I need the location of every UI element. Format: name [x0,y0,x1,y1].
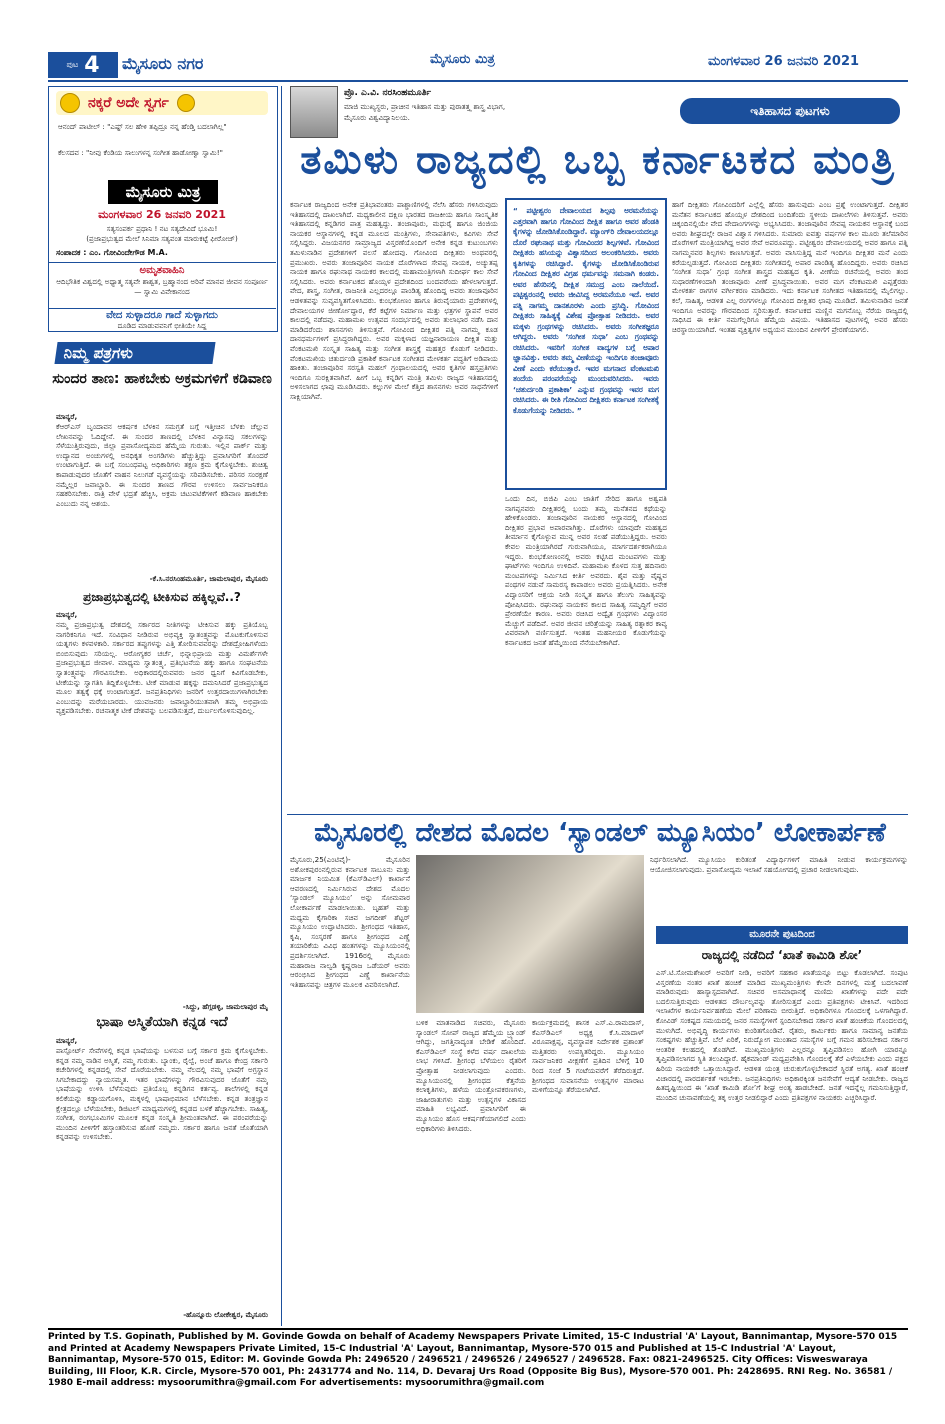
history-col-1: ಕರ್ನಾಟಕ ರಾಜ್ಯದಿಂದ ಅನೇಕ ಪ್ರತಿಭಾವಂತರು ಪಾಶ್ಚಾಣಿಗಳಲ್ಲಿ ನೆಲೆಸಿ ಹೆಸರು ಗಳಿಸಿರುವುದು ಇತಿಹಾಸದಲ್ಲಿ ದಾಖಲಾಗಿದೆ. ಮಧ್ಯಕಾಲೀನ ದಕ್ಷಿಣ ಭಾರತದ ರಾಜಕೀಯ ಹಾಗೂ ಸಾಂಸ್ಕೃತಿಕ ಇತಿಹಾಸದಲ್ಲಿ ಕನ್ನಡಿಗರ ಪಾತ್ರ ಮಹತ್ವದ್ದು. ತಂಜಾವೂರು, ಮಧುರೈ ಹಾಗೂ ಜಿಂಜಿಯ ನಾಯಕರ ಆಸ್ಥಾನಗಳಲ್ಲಿ ಕನ್ನಡ ಮೂಲದ ಮಂತ್ರಿಗಳು, ಸೇನಾಪತಿಗಳು, ಕವಿಗಳು ಸೇವೆ ಸಲ್ಲಿಸಿದ್ದರು. ವಿಜಯನಗರ ಸಾಮ್ರಾಜ್ಯದ ವಿಸ್ತರಣೆಯೊಂದಿಗೆ ಅನೇಕ ಕನ್ನಡ ಕುಟುಂಬಗಳು ತಮಿಳುನಾಡಿನ ಪ್ರದೇಶಗಳಿಗೆ ವಲಸೆ ಹೋದವು. ಗೋವಿಂದ ದೀಕ್ಷಿತರು ಅಂಥವರಲ್ಲಿ ಪ್ರಮುಖರು. ಅವರು ತಂಜಾವೂರಿನ ನಾಯಕ ದೊರೆಗಳಾದ ಸೇವಪ್ಪ ನಾಯಕ, ಅಚ್ಯುತಪ್ಪ ನಾಯಕ ಹಾಗೂ ರಘುನಾಥ ನಾಯಕರ ಕಾಲದಲ್ಲಿ ಮಹಾಮಂತ್ರಿಗಳಾಗಿ ಸುದೀರ್ಘ ಕಾಲ ಸೇವೆ ಸಲ್ಲಿಸಿದರು. ಅವರು ಕರ್ನಾಟಕದ ಹೊಯ್ಸಳ ಪ್ರದೇಶದಿಂದ ಬಂದವರೆಂದು ಹೇಳಲಾಗುತ್ತದೆ. ವೇದ, ಶಾಸ್ತ್ರ, ಸಂಗೀತ, ರಾಜನೀತಿ ಎಲ್ಲದರಲ್ಲೂ ಪಾಂಡಿತ್ಯ ಹೊಂದಿದ್ದ ಅವರು ತಂಜಾವೂರಿನ ಆಡಳಿತವನ್ನು ಸುವ್ಯವಸ್ಥಿತಗೊಳಿಸಿದರು. ಕುಂಭಕೋಣಂ ಹಾಗೂ ತಿರುವೈಯಾರು ಪ್ರದೇಶಗಳಲ್ಲಿ ದೇವಾಲಯಗಳ ಜೀರ್ಣೋದ್ಧಾರ, ಕೆರೆ ಕಟ್ಟೆಗಳ ನಿರ್ಮಾಣ ಮತ್ತು ಛತ್ರಗಳ ಸ್ಥಾಪನೆ ಅವರ ಕಾಲದಲ್ಲಿ ನಡೆದವು. ಮಹಾಮಖ ಉತ್ಸವದ ಸಂದರ್ಭದಲ್ಲಿ ಅವರು ತುಲಾಭಾರ ನಡೆಸಿ ದಾನ ಮಾಡಿದರೆಂದು ಶಾಸನಗಳು ತಿಳಿಸುತ್ತವೆ. ಗೋವಿಂದ ದೀಕ್ಷಿತರ ಪತ್ನಿ ನಾಗಮ್ಮ ಕೂಡ ದಾನಧರ್ಮಗಳಿಗೆ ಪ್ರಸಿದ್ಧರಾಗಿದ್ದರು. ಅವರ ಮಕ್ಕಳಾದ ಯಜ್ಞನಾರಾಯಣ ದೀಕ್ಷಿತ ಮತ್ತು ವೆಂಕಟಮಖಿ ಸಂಸ್ಕೃತ ಸಾಹಿತ್ಯ ಮತ್ತು ಸಂಗೀತ ಶಾಸ್ತ್ರಕ್ಕೆ ಮಹತ್ತರ ಕೊಡುಗೆ ನೀಡಿದರು. ವೆಂಕಟಮಖಿಯ ಚತುರ್ದಂಡಿ ಪ್ರಕಾಶಿಕೆ ಕರ್ನಾಟಕ ಸಂಗೀತದ ಮೇಳಕರ್ತ ಪದ್ಧತಿಗೆ ಅಡಿಪಾಯ ಹಾಕಿತು. ತಂಜಾವೂರಿನ ಸರಸ್ವತಿ ಮಹಲ್ ಗ್ರಂಥಾಲಯದಲ್ಲಿ ಅವರ ಕೃತಿಗಳ ಹಸ್ತಪ್ರತಿಗಳು ಇಂದಿಗೂ ಸುರಕ್ಷಿತವಾಗಿವೆ. ಹೀಗೆ ಒಬ್ಬ ಕನ್ನಡಿಗ ಮಂತ್ರಿ ತಮಿಳು ರಾಜ್ಯದ ಇತಿಹಾಸದಲ್ಲಿ ಅಳಿಸಲಾಗದ ಛಾಪು ಮೂಡಿಸಿದರು. ಕಲ್ಲುಗಳ ಮೇಲೆ ಕೆತ್ತಿದ ಶಾಸನಗಳು ಅವರ ಸಾಧನೆಗಳಿಗೆ ಸಾಕ್ಷಿಯಾಗಿವೆ. [290,200,498,401]
letter-1-sign: -ಕೆ.ಸಿ.ನರಸಿಂಹಮೂರ್ತಿ, ಜಾಮಲಾಪುರ, ಮೈಸೂರು [149,574,268,583]
dancing-figure-icon [177,94,195,112]
letter-3-sign: -ಹೊನ್ನೂರು ಲೋಕೇಶ್ವರ, ಮೈಸೂರು [183,1310,268,1319]
letter-2-body: ನಮ್ಮ ಪ್ರಜಾಪ್ರಭುತ್ವ ದೇಶದಲ್ಲಿ ಸರ್ಕಾರದ ನೀತಿಗಳನ್ನು ಟೀಕಿಸುವ ಹಕ್ಕು ಪ್ರತಿಯೊಬ್ಬ ನಾಗರಿಕನಿಗೂ ಇದೆ. ಸಂವಿಧಾನ ನೀಡಿರುವ ಅಭಿವ್ಯಕ್ತಿ ಸ್ವಾತಂತ್ರ್ಯವನ್ನು ಮೊಟಕುಗೊಳಿಸುವ ಯತ್ನಗಳು ಕಳವಳಕಾರಿ. ಸರ್ಕಾರದ ತಪ್ಪುಗಳನ್ನು ಎತ್ತಿ ತೋರಿಸುವವರನ್ನು ದೇಶದ್ರೋಹಿಗಳೆಂದು ಬಿಂಬಿಸುವುದು ಸರಿಯಲ್ಲ. ಆರೋಗ್ಯಕರ ಚರ್ಚೆ, ಭಿನ್ನಾಭಿಪ್ರಾಯ ಮತ್ತು ವಿಮರ್ಶೆಗಳೇ ಪ್ರಜಾಪ್ರಭುತ್ವದ ಜೀವಾಳ. ಮಾಧ್ಯಮ ಸ್ವಾತಂತ್ರ್ಯ, ಪ್ರತಿಭಟನೆಯ ಹಕ್ಕು ಹಾಗೂ ಸಂಘಟನೆಯ ಸ್ವಾತಂತ್ರ್ಯವನ್ನು ಗೌರವಿಸಬೇಕು. ಅಧಿಕಾರದಲ್ಲಿರುವವರು ಜನರ ಧ್ವನಿಗೆ ಕಿವಿಗೊಡಬೇಕು, ಟೀಕೆಯನ್ನು ಸ್ವಾಗತಿಸಿ ತಿದ್ದಿಕೊಳ್ಳಬೇಕು. ಟೀಕೆ ಮಾಡುವ ಹಕ್ಕನ್ನು ದಮನಿಸಿದರೆ ಪ್ರಜಾಪ್ರಭುತ್ವದ ಮೂಲ ತತ್ವಕ್ಕೆ ಧಕ್ಕೆ ಉಂಟಾಗುತ್ತದೆ. ಜನಪ್ರತಿನಿಧಿಗಳು ಜನರಿಗೆ ಉತ್ತರದಾಯಿಗಳಾಗಿರಬೇಕು ಎಂಬುದನ್ನು ಮರೆಯಬಾರದು. ಯುವಜನರು ಜವಾಬ್ದಾರಿಯುತವಾಗಿ ತಮ್ಮ ಅಭಿಪ್ರಾಯ ವ್ಯಕ್ತಪಡಿಸಬೇಕು. ರಚನಾತ್ಮಕ ಟೀಕೆ ದೇಶವನ್ನು ಬಲಪಡಿಸುತ್ತದೆ, ದುರ್ಬಲಗೊಳಿಸುವುದಿಲ್ಲ. [56,620,268,716]
veda-title: ವೇದ ಸುಳ್ಳಾದರೂ ಗಾದೆ ಸುಳ್ಳಾಗದು [106,310,218,321]
page-label: ಪುಟ [66,60,79,69]
letter-2-sign: -ಸಿದ್ದು, ಹೆಗ್ಗಡಳ್ಳಿ, ಜಾಮಲಾಪುರ ಮೈ [182,1002,268,1011]
imprint-footer: Printed by T.S. Gopinath, Published by M. Govinde Gowda on behalf of Academy Newspapers Private Limited, 15-C Industrial 'A' Layout, Bannimantap, Mysore-570 015 and Printed at Academy Newspapers Private Limited, 15-C Industrial 'A' Layout, Bannimantap, Mysore-570 015 and Published at 15-C Industrial 'A' Layout, Bannimantap, Mysore-570 015, Editor: M. Govinde Gowda Ph: 2496520 / 2496521 / 2496526 / 2496527 / 2496528. Fax: 0821-2496525. City Offices: Visweswaraya Building, III Floor, K.R. Circle, Mysore-570 001, Ph: 2431774 and No. 114, D. Devaraj Urs Road (Opposite Big Bus), Mysore-570 001. Ph: 2428695. RNI Reg. No. 36581 / 1980 E-mail address: mysoorumithra@gmail.com For advertisements: mysoorumithra@gmail.com [48,1332,898,1389]
letter-2-salute: ಮಾನ್ಯರೆ, [56,610,78,619]
letter-3-title: ಭಾಷಾ ಅಸ್ಮಿತೆಯಾಗಿ ಕನ್ನಡ ಇದೆ [96,1015,228,1030]
footer-rule [48,1328,908,1330]
laugh-line-2: ಕೆಲಸದವ : "ನೀವು ಕೆಂಡಿಯ ಸಾಲುಗಳನ್ನ ಸಂಗೀತ ಹಾಡೋಣ್ವಾ ಸ್ವಾಮಿ!" [58,148,223,157]
letter-2-title: ಪ್ರಜಾಪ್ರಭುತ್ವದಲ್ಲಿ ಟೀಕಿಸುವ ಹಕ್ಕಿಲ್ಲವೆ..? [83,590,241,604]
history-pullquote: “ ಪಟ್ಟೀಶ್ವರಂ ದೇವಾಲಯದ ಶಿಲ್ಪವು ಅರಮನೆಯನ್ನು ಎತ್ತರವಾಗಿ ಹಾಗೂ ಗೋವಿಂದ ದೀಕ್ಷಿತ ಹಾಗೂ ಅವರ ಹೆಂಡತಿ ಕೈಗಳನ್ನು ಜೋಡಿಸಿಕೊಂಡಿದ್ದಾರೆ. ಮ್ಯಾಂಗ್‌ರಿ ದೇವಾಲಯದಲ್ಲೂ ದೊರೆ ರಘುನಾಥ ಮತ್ತು ಗೋವಿಂದರ ಶಿಲ್ಪಗಳಿವೆ. ಗೋವಿಂದ ದೀಕ್ಷಿತರು ಹಸಿಯನ್ನು ವಿಶ್ವಾಸದಿಂದ ಅಲಂಕರಿಸಿದರು. ಅವರು ಕೃತಿಗಳನ್ನು ರಚಿಸಿದ್ದಾರೆ. ಕೈಗಳನ್ನು ಜೋಡಿಸಿಕೊಂಡಿರುವ ಗೋವಿಂದ ದೀಕ್ಷಿತರ ವಿಗ್ರಹ ಧರ್ಮವನ್ನು ಸಮನಾಗಿ ಕಂಡರು. ಅವರ ಹೆಸರಿನಲ್ಲಿ ದೀಕ್ಷಿತ ಸಮುದ್ರ ಎಂಬ ನಾಲೆಯಿದೆ. ಪಟ್ಟಿಶ್ವರಂನಲ್ಲಿ ಅವರು ಜೀವಿಸಿದ್ದ ಅರಮನೆಯೂ ಇದೆ. ಅವರ ಪತ್ನಿ ನಾಗಮ್ಮ ದಾನಶೂರಳು ಎಂದು ಪ್ರಸಿದ್ಧಿ. ಗೋವಿಂದ ದೀಕ್ಷಿತರು ಸಾಹಿತ್ಯಕ್ಕೆ ವಿಶೇಷ ಪ್ರೋತ್ಸಾಹ ನೀಡಿದರು. ಅವರ ಮಕ್ಕಳು ಗ್ರಂಥಗಳನ್ನು ರಚಿಸಿದರು. ಅವರು ಸಂಗೀತಜ್ಞರೂ ಆಗಿದ್ದರು. ಅವರು ‘ಸಂಗೀತ ಸುಧಾ’ ಎಂಬ ಗ್ರಂಥವನ್ನು ರಚಿಸಿದರು. ಇವರಿಗೆ ಸಂಗೀತ ವಾದ್ಯಗಳ ಬಗ್ಗೆ ಅಪಾರ ಜ್ಞಾನವಿತ್ತು. ಅವರು ತಮ್ಮ ವೀಣೆಯನ್ನು ಇಂದಿಗೂ ತಂಜಾವೂರು ವೀಣೆ ಎಂದು ಕರೆಯುತ್ತಾರೆ. ಇವರ ಮಗನಾದ ವೆಂಕಟಮಖಿ ತಂದೆಯ ಪರಂಪರೆಯನ್ನು ಮುಂದುವರಿಸಿದರು. ಇವರು ‘ಚತುರ್ದಂಡಿ ಪ್ರಕಾಶಿಕಾ’ ಎನ್ನುವ ಗ್ರಂಥವನ್ನು ಇವರ ಮಗ ರಚಿಸಿದರು. ಈ ರೀತಿ ಗೋವಿಂದ ದೀಕ್ಷಿತರು ಕರ್ನಾಟಕ ಸಂಗೀತಕ್ಕೆ ಕೊಡುಗೆಯನ್ನು ನೀಡಿದರು. ” [505,198,667,490]
column-divider [281,86,282,1326]
page-number: 4 [84,52,100,78]
left-rule-2 [48,308,276,309]
sandal-museum-photo [416,855,644,1013]
left-rule-1 [48,262,276,263]
veda-sub: ದೂಡಿದ ಮಾಡುವವನಿಗೆ ಭೀತಿಯೇ ಸಿದ್ದ [117,321,207,330]
amrut-text: ಆದಿಭೌತಿಕ ವಿಶ್ವದಲ್ಲಿ ಅಧ್ಯಾತ್ಮ ಸತ್ಯವೇ ಶಾಶ್ವತ, ಬ್ರಹ್ಮಾನಂದ ಅರಿವೆ ಮಾನವ ಜೀವನ ಸಂಪೂರ್ಣ — ಸ್ವಾಮಿ ವಿವೇಕಾನಂದ [56,277,268,296]
header-rule [48,80,908,82]
history-tag: ಇತಿಹಾಸದ ಪುಟಗಳು [680,98,900,124]
left-date: ಮಂಗಳವಾರ 26 ಜನವರಿ 2021 [98,208,226,221]
laugh-title: ನಕ್ಕರೆ ಅದೇ ಸ್ವರ್ಗ [88,95,169,111]
letters-banner: ನಿಮ್ಮ ಪತ್ರಗಳು [54,342,215,364]
letter-1-salute: ಮಾನ್ಯರೆ, [56,412,78,421]
sandal-col-4: ನಿರ್ಧರಿಸಲಾಗಿದೆ. ಮ್ಯೂಸಿಯಂ ಕುರಿತಂತೆ ವಿದ್ಯಾರ್ಥಿಗಳಿಗೆ ಮಾಹಿತಿ ನೀಡುವ ಕಾರ್ಯಕ್ರಮಗಳನ್ನು ಆಯೋಜಿಸಲಾಗುವುದು. ಪ್ರವಾಸೋದ್ಯಮ ಇಲಾಖೆ ಸಹಯೋಗದಲ್ಲಿ ಪ್ರಚಾರ ನೀಡಲಾಗುವುದು. [650,855,908,874]
letter-3-body: ಪಾಸ್ಪೋರ್ಟ್ ಸೇವೆಗಳಲ್ಲಿ ಕನ್ನಡ ಭಾಷೆಯನ್ನು ಬಳಸುವ ಬಗ್ಗೆ ಸರ್ಕಾರ ಕ್ರಮ ಕೈಗೊಳ್ಳಬೇಕು. ಕನ್ನಡ ನಮ್ಮ ನಾಡಿನ ಅಸ್ಮಿತೆ, ನಮ್ಮ ಗುರುತು. ಬ್ಯಾಂಕು, ರೈಲ್ವೆ, ಅಂಚೆ ಹಾಗೂ ಕೇಂದ್ರ ಸರ್ಕಾರಿ ಕಚೇರಿಗಳಲ್ಲಿ ಕನ್ನಡದಲ್ಲಿ ಸೇವೆ ದೊರೆಯಬೇಕು. ನಮ್ಮ ನೆಲದಲ್ಲಿ ನಮ್ಮ ಭಾಷೆಗೆ ಅಗ್ರಸ್ಥಾನ ಸಿಗಬೇಕಾದದ್ದು ನ್ಯಾಯಸಮ್ಮತ. ಇತರ ಭಾಷೆಗಳನ್ನು ಗೌರವಿಸುವುದರ ಜೊತೆಗೆ ನಮ್ಮ ಭಾಷೆಯನ್ನು ಉಳಿಸಿ ಬೆಳೆಸುವುದು ಪ್ರತಿಯೊಬ್ಬ ಕನ್ನಡಿಗನ ಕರ್ತವ್ಯ. ಶಾಲೆಗಳಲ್ಲಿ ಕನ್ನಡ ಕಲಿಕೆಯನ್ನು ಕಡ್ಡಾಯಗೊಳಿಸಿ, ಮಕ್ಕಳಲ್ಲಿ ಭಾಷಾಭಿಮಾನ ಬೆಳೆಸಬೇಕು. ಕನ್ನಡ ತಂತ್ರಜ್ಞಾನ ಕ್ಷೇತ್ರದಲ್ಲೂ ಬೆಳೆಯಬೇಕು, ಡಿಜಿಟಲ್ ಮಾಧ್ಯಮಗಳಲ್ಲಿ ಕನ್ನಡದ ಬಳಕೆ ಹೆಚ್ಚಾಗಬೇಕು. ಸಾಹಿತ್ಯ, ಸಂಗೀತ, ರಂಗಭೂಮಿಗಳ ಮೂಲಕ ಕನ್ನಡ ಸಂಸ್ಕೃತಿ ಶ್ರೀಮಂತವಾಗಿದೆ. ಈ ಪರಂಪರೆಯನ್ನು ಮುಂದಿನ ಪೀಳಿಗೆಗೆ ಹಸ್ತಾಂತರಿಸುವ ಹೊಣೆ ನಮ್ಮದು. ಸರ್ಕಾರ ಹಾಗೂ ಜನತೆ ಜೊತೆಯಾಗಿ ಕನ್ನಡವನ್ನು ಉಳಿಸಬೇಕು. [56,1046,268,1142]
sandal-col-1: ಮೈಸೂರು,25(ಎಂಟಿವೈ)- ಮೈಸೂರಿನ ಅಶೋಕಪುರಂನಲ್ಲಿರುವ ಕರ್ನಾಟಕ ಸಾಬೂನು ಮತ್ತು ಮಾರ್ಜಕ ನಿಯಮಿತ (ಕೆಎಸ್‌ಡಿಎಲ್) ಕಾರ್ಖಾನೆ ಆವರಣದಲ್ಲಿ ನಿರ್ಮಿಸಿರುವ ದೇಶದ ಮೊದಲ ‘ಸ್ಯಾಂಡಲ್ ಮ್ಯೂಸಿಯಂ’ ಅನ್ನು ಸೋಮವಾರ ಲೋಕಾರ್ಪಣೆ ಮಾಡಲಾಯಿತು. ಬೃಹತ್ ಮತ್ತು ಮಧ್ಯಮ ಕೈಗಾರಿಕಾ ಸಚಿವ ಜಗದೀಶ್ ಶೆಟ್ಟರ್ ಮ್ಯೂಸಿಯಂ ಉದ್ಘಾಟಿಸಿದರು. ಶ್ರೀಗಂಧದ ಇತಿಹಾಸ, ಕೃಷಿ, ಸಂಸ್ಕರಣೆ ಹಾಗೂ ಶ್ರೀಗಂಧದ ಎಣ್ಣೆ ತಯಾರಿಕೆಯ ವಿವಿಧ ಹಂತಗಳನ್ನು ಮ್ಯೂಸಿಯಂನಲ್ಲಿ ಪ್ರದರ್ಶಿಸಲಾಗಿದೆ. 1916ರಲ್ಲಿ ಮೈಸೂರು ಮಹಾರಾಜ ನಾಲ್ವಡಿ ಕೃಷ್ಣರಾಜ ಒಡೆಯರ್ ಅವರು ಆರಂಭಿಸಿದ ಶ್ರೀಗಂಧದ ಎಣ್ಣೆ ಕಾರ್ಖಾನೆಯ ಇತಿಹಾಸವನ್ನು ಚಿತ್ರಗಳ ಮೂಲಕ ವಿವರಿಸಲಾಗಿದೆ. [290,855,410,989]
letter-1-body: ಕೆಆರ್‌ಎಸ್ ಬೃಂದಾವನ ಆಕರ್ಷಕ ಬೆಳಕಿನ ಸಮಗ್ರತೆ ಬಗ್ಗೆ ಇತ್ತೀಚಿನ ಬೆಳಕು ಚೆಲ್ಲುವ ಲೇಖನವನ್ನು ಓದಿದ್ದೇನೆ. ಈ ಸುಂದರ ತಾಣದಲ್ಲಿ ಬೆಳಕಿನ ವಿನ್ಯಾಸವು ಸಕಲಗಳನ್ನು ಸೆಳೆಯುತ್ತಿರುವುದು, ಜಿಲ್ಲಾ ಪ್ರವಾಸೋದ್ಯಮದ ಹೆಮ್ಮೆಯ ಗುರುತು. ಇಲ್ಲಿನ ಪಾರ್ಕ್ ಮತ್ತು ಉದ್ಯಾನದ ಅಂಚುಗಳಲ್ಲಿ ಅನಧಿಕೃತ ಅಂಗಡಿಗಳು ಹೆಚ್ಚುತ್ತಿದ್ದು ಪ್ರವಾಸಿಗರಿಗೆ ತೊಂದರೆ ಉಂಟಾಗುತ್ತಿದೆ. ಈ ಬಗ್ಗೆ ಸಂಬಂಧಪಟ್ಟ ಅಧಿಕಾರಿಗಳು ತಕ್ಷಣ ಕ್ರಮ ಕೈಗೊಳ್ಳಬೇಕು. ಶುಚಿತ್ವ ಕಾಪಾಡುವುದರ ಜೊತೆಗೆ ವಾಹನ ನಿಲುಗಡೆ ವ್ಯವಸ್ಥೆಯನ್ನು ಸರಿಪಡಿಸಬೇಕು. ಪರಿಸರ ಸಂರಕ್ಷಣೆ ನಮ್ಮೆಲ್ಲರ ಜವಾಬ್ದಾರಿ. ಈ ಸುಂದರ ತಾಣದ ಗೌರವ ಉಳಿಸಲು ಸಾರ್ವಜನಿಕರೂ ಸಹಕರಿಸಬೇಕು. ರಾತ್ರಿ ವೇಳೆ ಭದ್ರತೆ ಹೆಚ್ಚಿಸಿ, ಅಕ್ರಮ ಚಟುವಟಿಕೆಗಳಿಗೆ ಕಡಿವಾಣ ಹಾಕಬೇಕು ಎಂಬುದು ನನ್ನ ಆಶಯ. [56,422,268,508]
laughing-face-icon [60,93,80,113]
sandal-col-3: ಕಾರ್ಯಕ್ರಮದಲ್ಲಿ ಶಾಸಕ ಎಸ್.ಎ.ರಾಮದಾಸ್, ಕೆಎಸ್‌ಡಿಎಲ್ ಅಧ್ಯಕ್ಷ ಕೆ.ಸಿ.ಮಾದಾಳ್ ವಿರೂಪಾಕ್ಷಪ್ಪ, ವ್ಯವಸ್ಥಾಪಕ ನಿರ್ದೇಶಕ ಪ್ರಶಾಂತ್ ಮತ್ತಿತರರು ಉಪಸ್ಥಿತರಿದ್ದರು. ಮ್ಯೂಸಿಯಂ ಸಾರ್ವಜನಿಕರ ವೀಕ್ಷಣೆಗೆ ಪ್ರತಿದಿನ ಬೆಳಿಗ್ಗೆ 10 ರಿಂದ ಸಂಜೆ 5 ಗಂಟೆಯವರೆಗೆ ತೆರೆದಿರುತ್ತದೆ. ಶ್ರೀಗಂಧದ ಸುವಾಸನೆಯ ಉತ್ಪನ್ನಗಳ ಮಾರಾಟ ಮಳಿಗೆಯನ್ನೂ ತೆರೆಯಲಾಗಿದೆ. [532,1018,644,1095]
letter-1-title: ಸುಂದರ ತಾಣ: ಹಾಕಬೇಕು ಅಕ್ರಮಗಳಿಗೆ ಕಡಿವಾಣ [52,371,272,387]
continued-tag: ಮೂರನೇ ಪುಟದಿಂದ [656,926,908,944]
left-sub-2: (ಪ್ರಜಾಪ್ರಭುತ್ವದ ಮೇಲೆ ಸಿನಿಮಾ ಸತ್ಯವಂತ ಮಾರುಕಟ್ಟೆ ಫೀರೋಜ್) [86,234,238,243]
amrut-title: ಅಮೃತವಾಹಿನಿ [139,265,185,276]
editor-line: ಸಂಪಾದಕ : ಎಂ. ಗೋವಿಂದೇಗೌಡ M.A. [56,248,168,257]
page-number-box [48,52,118,78]
mid-rule [287,814,908,815]
laugh-line-1: ಆನಂದ್ ಪಾಟೀಲ್ : "ಎಷ್ಟ್ ಸಲ ಹೇಳಿ ತಪ್ಪಿದ್ರೂ ನನ್ನ ಹೆಂಡ್ತಿ ಬದಲಾಗಿಲ್ಲ" [58,122,227,131]
continued-title: ರಾಜ್ಯದಲ್ಲಿ ನಡೆದಿದೆ ‘ಖಾತೆ ಕಾಮಿಡಿ ಶೋ’ [701,948,863,962]
sandal-title: ಮೈಸೂರಲ್ಲಿ ದೇಶದ ಮೊದಲ ‘ಸ್ಯಾಂಡಲ್ ಮ್ಯೂಸಿಯಂ’ ಲೋಕಾರ್ಪಣೆ [314,818,886,848]
masthead: ಮೈಸೂರು ಮಿತ್ರ [430,52,495,67]
section-name: ಮೈಸೂರು ನಗರ [122,54,204,73]
laugh-banner [56,91,268,115]
left-sub-1: ಸತ್ಯಸಂಪರ್ಕ ಪ್ರಧಾನಿ ! ನಟ ಸತ್ಯದೇವಿದೆ ಭೂಮಿ! [106,224,218,233]
author-line-2: ಮಾಜಿ ಮುಖ್ಯಸ್ಥರು, ಪ್ರಾಚೀನ ಇತಿಹಾಸ ಮತ್ತು ಪುರಾತತ್ತ್ವ ಶಾಸ್ತ್ರ ವಿಭಾಗ, [344,102,506,111]
left-masthead: ಮೈಸೂರು ಮಿತ್ರ [108,180,218,204]
continued-body: ಎಸ್.ಟಿ.ಸೋಮಶೇಖರ್ ಅವರಿಗೆ ನೀಡಿ, ಅವರಿಗೆ ಸಹಕಾರ ಖಾತೆಯನ್ನೂ ಬಿಟ್ಟು ಕೊಡಲಾಗಿದೆ. ಸಂಪುಟ ವಿಸ್ತರಣೆಯ ನಂತರ ಖಾತೆ ಹಂಚಿಕೆ ಮಾಡಿದ ಮುಖ್ಯಮಂತ್ರಿಗಳು ಕೆಲವೇ ದಿನಗಳಲ್ಲಿ ಮತ್ತೆ ಬದಲಾವಣೆ ಮಾಡಿರುವುದು ಹಾಸ್ಯಾಸ್ಪದವಾಗಿದೆ. ಸಚಿವರ ಅಸಮಾಧಾನಕ್ಕೆ ಮಣಿದು ಖಾತೆಗಳನ್ನು ಪದೇ ಪದೇ ಬದಲಿಸುತ್ತಿರುವುದು ಆಡಳಿತದ ದೌರ್ಬಲ್ಯವನ್ನು ತೋರಿಸುತ್ತದೆ ಎಂದು ಪ್ರತಿಪಕ್ಷಗಳು ಟೀಕಿಸಿವೆ. ಇದರಿಂದ ಇಲಾಖೆಗಳ ಕಾರ್ಯನಿರ್ವಹಣೆಯ ಮೇಲೆ ಪರಿಣಾಮ ಬೀರುತ್ತಿದೆ. ಅಧಿಕಾರಿಗಳೂ ಗೊಂದಲಕ್ಕೆ ಒಳಗಾಗಿದ್ದಾರೆ. ಕೋವಿಡ್ ಸಂಕಷ್ಟದ ಸಮಯದಲ್ಲಿ ಜನರ ಸಮಸ್ಯೆಗಳಿಗೆ ಸ್ಪಂದಿಸಬೇಕಾದ ಸರ್ಕಾರ ಖಾತೆ ಹಂಚಿಕೆಯ ಗೊಂದಲದಲ್ಲಿ ಮುಳುಗಿದೆ. ಅಭಿವೃದ್ಧಿ ಕಾರ್ಯಗಳು ಕುಂಠಿತಗೊಂಡಿವೆ. ರೈತರು, ಕಾರ್ಮಿಕರು ಹಾಗೂ ಸಾಮಾನ್ಯ ಜನತೆಯ ಸಂಕಷ್ಟಗಳು ಹೆಚ್ಚುತ್ತಿವೆ. ಬೆಲೆ ಏರಿಕೆ, ನಿರುದ್ಯೋಗ ಮುಂತಾದ ಸಮಸ್ಯೆಗಳ ಬಗ್ಗೆ ಗಮನ ಹರಿಸಬೇಕಾದ ಸರ್ಕಾರ ಆಂತರಿಕ ಕಲಹದಲ್ಲಿ ತೊಡಗಿದೆ. ಮುಖ್ಯಮಂತ್ರಿಗಳು ಎಲ್ಲರನ್ನೂ ತೃಪ್ತಿಪಡಿಸಲು ಹೋಗಿ ಯಾರನ್ನೂ ತೃಪ್ತಿಪಡಿಸಲಾಗದ ಸ್ಥಿತಿ ತಲುಪಿದ್ದಾರೆ. ಹೈಕಮಾಂಡ್ ಮಧ್ಯಪ್ರವೇಶಿಸಿ ಗೊಂದಲಕ್ಕೆ ತೆರೆ ಎಳೆಯಬೇಕು ಎಂದು ಪಕ್ಷದ ಹಿರಿಯ ನಾಯಕರೇ ಒತ್ತಾಯಿಸಿದ್ದಾರೆ. ಆಡಳಿತ ಯಂತ್ರ ಚುರುಕುಗೊಳ್ಳಬೇಕಾದರೆ ಸ್ಥಿರತೆ ಅಗತ್ಯ. ಖಾತೆ ಹಂಚಿಕೆ ವಿಚಾರದಲ್ಲಿ ಪಾರದರ್ಶಕತೆ ಇರಬೇಕು. ಜನಪ್ರತಿನಿಧಿಗಳು ಅಧಿಕಾರಕ್ಕಿಂತ ಜನಸೇವೆಗೆ ಆದ್ಯತೆ ನೀಡಬೇಕು. ರಾಜ್ಯದ ಹಿತದೃಷ್ಟಿಯಿಂದ ಈ ‘ಖಾತೆ ಕಾಮಿಡಿ ಶೋ’ಗೆ ಶೀಘ್ರ ಅಂತ್ಯ ಹಾಡಬೇಕಿದೆ. ಜನತೆ ಇದನ್ನೆಲ್ಲ ಗಮನಿಸುತ್ತಿದ್ದಾರೆ, ಮುಂದಿನ ಚುನಾವಣೆಯಲ್ಲಿ ತಕ್ಕ ಉತ್ತರ ನೀಡಲಿದ್ದಾರೆ ಎಂದು ಪ್ರತಿಪಕ್ಷಗಳ ನಾಯಕರು ಎಚ್ಚರಿಸಿದ್ದಾರೆ. [656,968,908,1102]
history-col-2: ಒಂದು ದಿನ, ಬಿಜಿಪಿ ಎಂಬ ಜಾತಿಗೆ ಸೇರಿದ ಹಾಗೂ ಅಶ್ವಪತಿ ನಾಗಪ್ಪನವರು ದೀಕ್ಷಿತರಲ್ಲಿ ಬಂದು ತಮ್ಮ ಮನೆತನದ ಕಥೆಯನ್ನು ಹೇಳಿಕೊಂಡರು. ತಂಜಾವೂರಿನ ನಾಯಕರ ಆಸ್ಥಾನದಲ್ಲಿ ಗೋವಿಂದ ದೀಕ್ಷಿತರ ಪ್ರಭಾವ ಅಪಾರವಾಗಿತ್ತು. ದೊರೆಗಳು ಯಾವುದೇ ಮಹತ್ವದ ತೀರ್ಮಾನ ಕೈಗೊಳ್ಳುವ ಮುನ್ನ ಅವರ ಸಲಹೆ ಪಡೆಯುತ್ತಿದ್ದರು. ಅವರು ಕೇವಲ ಮಂತ್ರಿಯಾಗಿರದೆ ಗುರುವಾಗಿಯೂ, ಮಾರ್ಗದರ್ಶಕರಾಗಿಯೂ ಇದ್ದರು. ಕುಂಭಕೋಣಂನಲ್ಲಿ ಅವರು ಕಟ್ಟಿಸಿದ ಮಂಟಪಗಳು ಮತ್ತು ಘಾಟ್‌ಗಳು ಇಂದಿಗೂ ಉಳಿದಿವೆ. ಮಹಾಮಖ ಕೊಳದ ಸುತ್ತ ಹದಿನಾರು ಮಂಟಪಗಳನ್ನು ನಿರ್ಮಿಸಿದ ಕೀರ್ತಿ ಅವರದು. ಶೈವ ಮತ್ತು ವೈಷ್ಣವ ಪಂಥಗಳ ನಡುವೆ ಸಾಮರಸ್ಯ ಕಾಪಾಡಲು ಅವರು ಪ್ರಯತ್ನಿಸಿದರು. ಅನೇಕ ವಿದ್ವಾಂಸರಿಗೆ ಆಶ್ರಯ ನೀಡಿ ಸಂಸ್ಕೃತ ಹಾಗೂ ತೆಲುಗು ಸಾಹಿತ್ಯವನ್ನು ಪೋಷಿಸಿದರು. ರಘುನಾಥ ನಾಯಕನ ಕಾಲದ ಸಾಹಿತ್ಯ ಸಮೃದ್ಧಿಗೆ ಅವರ ಪ್ರೇರಣೆಯೇ ಕಾರಣ. ಅವರು ರಚಿಸಿದ ಅದ್ವೈತ ಗ್ರಂಥಗಳು ವಿದ್ವಾಂಸರ ಮೆಚ್ಚುಗೆ ಪಡೆದಿವೆ. ಅವರ ಜೀವನ ಚರಿತ್ರೆಯನ್ನು ಸಾಹಿತ್ಯ ರತ್ನಾಕರ ಕಾವ್ಯ ವಿವರವಾಗಿ ವರ್ಣಿಸುತ್ತದೆ. ಇಂತಹ ಮಹನೀಯರ ಕೊಡುಗೆಯನ್ನು ಕರ್ನಾಟಕದ ಜನತೆ ಹೆಮ್ಮೆಯಿಂದ ನೆನೆಯಬೇಕಾಗಿದೆ. [505,494,667,647]
sandal-col-2: ಬಳಿಕ ಮಾತನಾಡಿದ ಸಚಿವರು, ಮೈಸೂರು ಸ್ಯಾಂಡಲ್ ಸೋಪ್ ರಾಜ್ಯದ ಹೆಮ್ಮೆಯ ಬ್ರ್ಯಾಂಡ್ ಆಗಿದ್ದು, ಜಗತ್ತಿನಾದ್ಯಂತ ಬೇಡಿಕೆ ಹೊಂದಿದೆ. ಕೆಎಸ್‌ಡಿಎಲ್ ಸಂಸ್ಥೆ ಕಳೆದ ವರ್ಷ ದಾಖಲೆಯ ಲಾಭ ಗಳಿಸಿದೆ. ಶ್ರೀಗಂಧ ಬೆಳೆಯಲು ರೈತರಿಗೆ ಪ್ರೋತ್ಸಾಹ ನೀಡಲಾಗುವುದು ಎಂದರು. ಮ್ಯೂಸಿಯಂನಲ್ಲಿ ಶ್ರೀಗಂಧದ ಕೆತ್ತನೆಯ ಕಲಾಕೃತಿಗಳು, ಹಳೆಯ ಯಂತ್ರೋಪಕರಣಗಳು, ಜಾಹೀರಾತುಗಳು ಮತ್ತು ಉತ್ಪನ್ನಗಳ ವಿಕಾಸದ ಮಾಹಿತಿ ಲಭ್ಯವಿದೆ. ಪ್ರವಾಸಿಗರಿಗೆ ಈ ಮ್ಯೂಸಿಯಂ ಹೊಸ ಆಕರ್ಷಣೆಯಾಗಲಿದೆ ಎಂದು ಅಧಿಕಾರಿಗಳು ತಿಳಿಸಿದರು. [416,1018,526,1133]
author-line-3: ಮೈಸೂರು ವಿಶ್ವವಿದ್ಯಾನಿಲಯ. [344,113,410,122]
author-photo [290,86,338,138]
history-title: ತಮಿಳು ರಾಜ್ಯದಲ್ಲಿ ಒಬ್ಬ ಕರ್ನಾಟಕದ ಮಂತ್ರಿ [300,137,896,183]
history-col-3: ಹಾಗೆ ದೀಕ್ಷಿತರು ಗೋವಿಂದರಿಗೆ ಎಲ್ಲೆಲ್ಲಿ ಹೆಸರು ಹಾಸುವುದು ಎಂಬ ಪ್ರಶ್ನೆ ಉಂಟಾಗುತ್ತದೆ. ದೀಕ್ಷಿತರ ಮನೆತನ ಕರ್ನಾಟಕದ ಹೊಯ್ಸಳ ದೇಶದಿಂದ ಬಂದಿತೆಂದು ಸ್ಥಳೀಯ ದಾಖಲೆಗಳು ತಿಳಿಸುತ್ತವೆ. ಅವರು ಚಿಕ್ಕಂದಿನಲ್ಲಿಯೇ ವೇದ ವೇದಾಂಗಗಳನ್ನು ಅಭ್ಯಸಿಸಿದರು. ತಂಜಾವೂರಿನ ಸೇವಪ್ಪ ನಾಯಕನ ಆಸ್ಥಾನಕ್ಕೆ ಬಂದ ಅವರು ಶೀಘ್ರದಲ್ಲೇ ರಾಜನ ವಿಶ್ವಾಸ ಗಳಿಸಿದರು. ಸುಮಾರು ಐವತ್ತು ವರ್ಷಗಳ ಕಾಲ ಮೂರು ತಲೆಮಾರಿನ ದೊರೆಗಳಿಗೆ ಮಂತ್ರಿಯಾಗಿದ್ದ ಅವರ ಸೇವೆ ಅಪರೂಪದ್ದು. ಪಟ್ಟೀಶ್ವರಂ ದೇವಾಲಯದಲ್ಲಿ ಅವರ ಹಾಗೂ ಪತ್ನಿ ನಾಗಮ್ಮನವರ ಶಿಲ್ಪಗಳು ಕಾಣಸಿಗುತ್ತವೆ. ಅವರು ವಾಸಿಸುತ್ತಿದ್ದ ಮನೆ ಇಂದಿಗೂ ದೀಕ್ಷಿತರ ಮನೆ ಎಂದು ಕರೆಯಲ್ಪಡುತ್ತದೆ. ಗೋವಿಂದ ದೀಕ್ಷಿತರು ಸಂಗೀತದಲ್ಲಿ ಅಪಾರ ಪಾಂಡಿತ್ಯ ಹೊಂದಿದ್ದರು. ಅವರು ರಚಿಸಿದ ‘ಸಂಗೀತ ಸುಧಾ’ ಗ್ರಂಥ ಸಂಗೀತ ಶಾಸ್ತ್ರದ ಮಹತ್ವದ ಕೃತಿ. ವೀಣೆಯ ರಚನೆಯಲ್ಲಿ ಅವರು ತಂದ ಸುಧಾರಣೆಗಳಿಂದಾಗಿ ತಂಜಾವೂರು ವೀಣೆ ಪ್ರಸಿದ್ಧವಾಯಿತು. ಅವರ ಮಗ ವೆಂಕಟಮಖಿ ಎಪ್ಪತ್ತೆರಡು ಮೇಳಕರ್ತ ರಾಗಗಳ ವರ್ಗೀಕರಣ ಮಾಡಿದರು. ಇದು ಕರ್ನಾಟಕ ಸಂಗೀತದ ಇತಿಹಾಸದಲ್ಲಿ ಮೈಲಿಗಲ್ಲು. ಕಲೆ, ಸಾಹಿತ್ಯ, ಆಡಳಿತ ಎಲ್ಲ ರಂಗಗಳಲ್ಲೂ ಗೋವಿಂದ ದೀಕ್ಷಿತರ ಛಾಪು ಮೂಡಿದೆ. ತಮಿಳುನಾಡಿನ ಜನತೆ ಇಂದಿಗೂ ಅವರನ್ನು ಗೌರವದಿಂದ ಸ್ಮರಿಸುತ್ತಾರೆ. ಕರ್ನಾಟಕದ ಮಣ್ಣಿನ ಮಗನೊಬ್ಬ ನೆರೆಯ ರಾಜ್ಯದಲ್ಲಿ ಸಾಧಿಸಿದ ಈ ಕೀರ್ತಿ ನಮಗೆಲ್ಲರಿಗೂ ಹೆಮ್ಮೆಯ ವಿಷಯ. ಇತಿಹಾಸದ ಪುಟಗಳಲ್ಲಿ ಅವರ ಹೆಸರು ಚಿರಸ್ಥಾಯಿಯಾಗಿದೆ. ಇಂತಹ ವ್ಯಕ್ತಿತ್ವಗಳ ಅಧ್ಯಯನ ಮುಂದಿನ ಪೀಳಿಗೆಗೆ ಪ್ರೇರಣೆಯಾಗಲಿ. [672,200,908,334]
header-date: ಮಂಗಳವಾರ 26 ಜನವರಿ 2021 [708,54,860,69]
letter-3-salute: ಮಾನ್ಯರೆ, [56,1036,78,1045]
author-name: ಪ್ರೊ. ಎ.ವಿ. ನರಸಿಂಹಮೂರ್ತಿ [344,88,432,98]
